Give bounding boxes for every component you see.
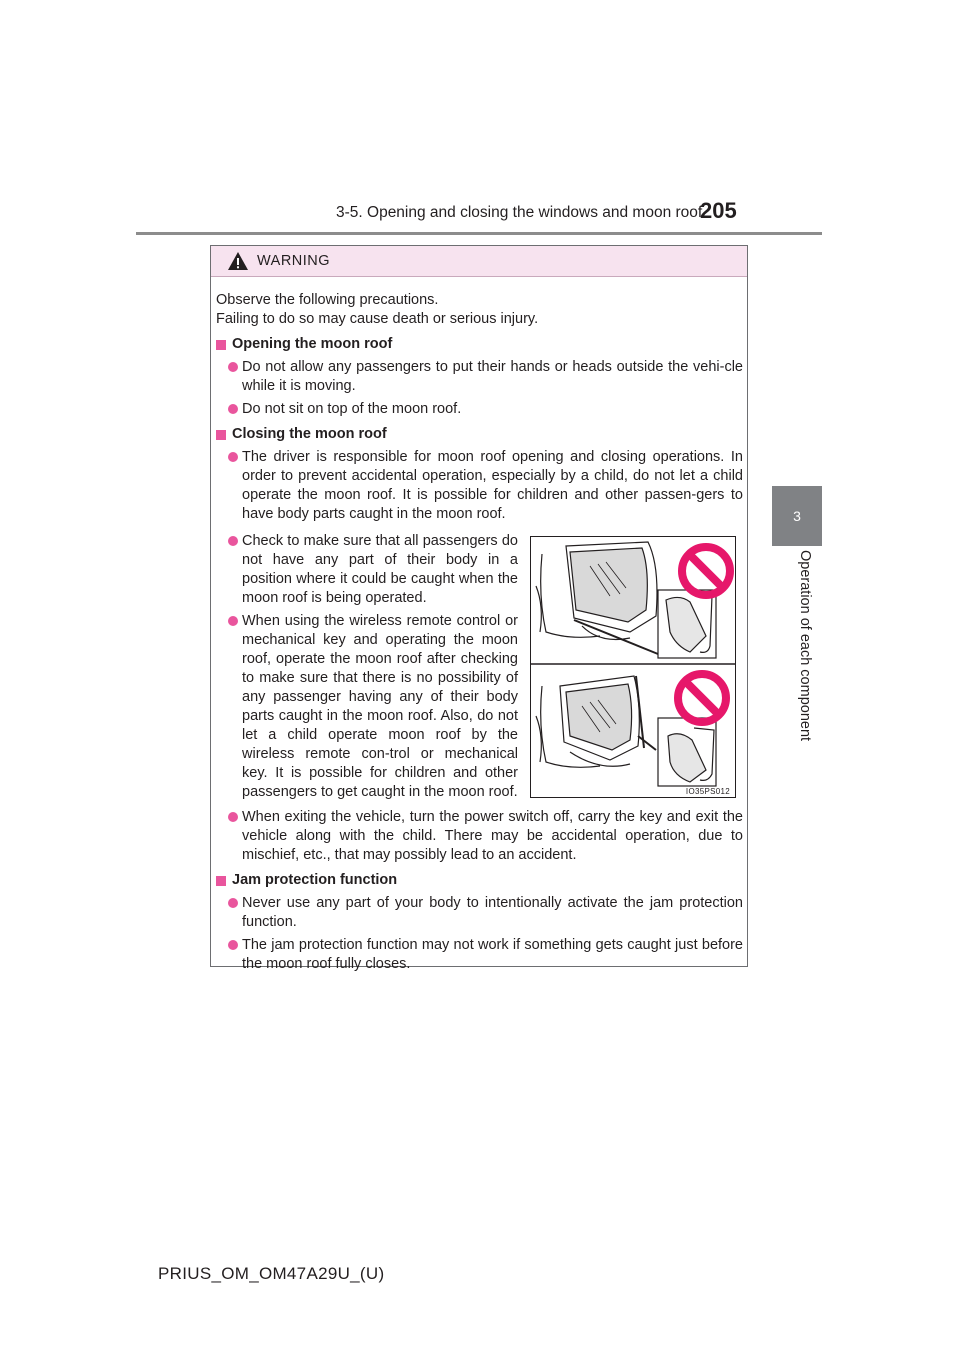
warning-header [211,246,747,277]
warning-triangle-icon [227,251,249,271]
document-code: PRIUS_OM_OM47A29U_(U) [158,1264,385,1283]
header-rule [136,232,822,235]
list-item [216,400,743,419]
page-number: 205 [700,198,737,223]
list-item-text: The jam protection function may not work if something gets caught just before the moon roof fully closes. [242,937,743,972]
square-bullet-icon [216,340,226,350]
list-item [216,808,743,865]
figure-row-text [216,528,518,804]
square-bullet-icon [216,876,226,886]
section-heading-jam-protection [216,871,743,890]
chapter-tab [772,486,822,546]
intro-line: Observe the following precautions. [216,292,439,308]
list-item-text: When exiting the vehicle, turn the power switch off, carry the key and exit the vehicle along with the child. There may be accidental operation, due to mischief, etc., that may possibly lead to an accident. [242,809,743,863]
circle-bullet-icon [228,940,238,950]
circle-bullet-icon [228,404,238,414]
warning-body [211,277,747,974]
list-item [216,612,518,802]
chapter-title: Operation of each component [797,550,813,742]
circle-bullet-icon [228,452,238,462]
list-item [216,358,743,396]
list-item-text: Check to make sure that all passengers do not have any part of their body in a position where it could be caught when the moon roof is being operated. [242,533,518,606]
list-item-text: When using the wireless remote control or mechanical key and operating the moon roof, operate the moon roof after checking to make sure that there is no possibility of any passenger having any of their body parts caught in the moon roof. Also, do not let a child operate moon roof by the wireless remote con-trol or mechanical key. It is possible for children and other passengers to get caught in the moon roof. [242,613,518,800]
circle-bullet-icon [228,898,238,908]
circle-bullet-icon [228,362,238,372]
moon-roof-hazard-figure [530,536,736,798]
list-item [216,936,743,974]
section-heading-opening [216,335,743,354]
section-heading-text: Closing the moon roof [232,426,387,442]
warning-box [210,245,748,972]
square-bullet-icon [216,430,226,440]
list-item-text: Do not allow any passengers to put their hands or heads outside the vehi-cle while it is moving. [242,359,743,394]
section-heading-text: Jam protection function [232,872,398,888]
list-item-text: Do not sit on top of the moon roof. [242,401,462,417]
circle-bullet-icon [228,536,238,546]
list-item [216,894,743,932]
section-heading-text: Opening the moon roof [232,336,393,352]
list-item [216,448,743,524]
circle-bullet-icon [228,616,238,626]
intro-line: Failing to do so may cause death or serious injury. [216,311,539,327]
list-item-text: The driver is responsible for moon roof opening and closing operations. In order to prevent accidental operation, especially by a child, do not let a child operate the moon roof. It is possible for children and other passen-gers to have body parts caught in the moon roof. [242,449,743,522]
section-heading-closing [216,425,743,444]
moon-roof-illustration [530,536,736,804]
section-title: 3-5. Opening and closing the windows and moon roof [336,204,703,221]
warning-title: WARNING [257,253,331,269]
circle-bullet-icon [228,812,238,822]
chapter-number: 3 [793,508,801,524]
warning-intro [216,291,743,329]
list-item [216,532,518,608]
list-item-text: Never use any part of your body to intentionally activate the jam protection function. [242,895,743,930]
figure-id: IO35PS012 [685,787,730,796]
figure-row [216,528,743,804]
